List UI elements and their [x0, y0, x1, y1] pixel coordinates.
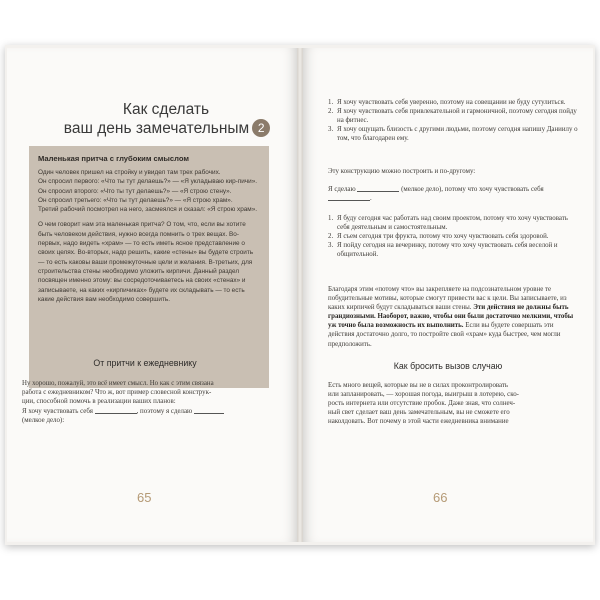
fill-in-blank [95, 407, 137, 414]
alt-template: Я сделаю (мелкое дело), потому что хочу чувствовать себя . [328, 186, 544, 203]
body-line: или запланировать, — хорошая погода, выигрыш в лотерею, ско- [328, 391, 519, 399]
parable-line: Он спросил второго: «Что ты тут делаешь?» — «Я строю стену». [38, 187, 232, 195]
list-number: 2. [328, 233, 334, 241]
list-text: Я хочу чувствовать себя привлекательной и гармоничной, поэтому сегодня пойду на фитнес. [337, 108, 577, 125]
fill-end: (мелкое дело): [22, 416, 65, 424]
body-line: ный свет сделает ваш день замечательным, вы не сможете его [328, 409, 510, 417]
list-text: Я буду сегодня час работать над своим проектом, потому что хочу чувствовать себя деятельным и самостоятельным. [337, 215, 568, 232]
list-item [328, 98, 578, 107]
left-body-text [22, 379, 274, 425]
right-list-2 [328, 214, 578, 259]
paragraph-text: Благодаря этим «потому что» вы закрепляете на подсознательном уровне те побудительные мотивы, которые смогут привести вас к цели. Вы записываете, из каких кирпичей будут складываться ваши стены. [328, 286, 567, 312]
fill-in-template [22, 407, 274, 416]
alt-template-a: Я сделаю [328, 186, 356, 193]
parable-line: Один человек пришел на стройку и увидел там трех рабочих. [38, 169, 221, 176]
alt-intro: Эту конструкцию можно построить и по-другому: [328, 168, 476, 175]
list-item [328, 232, 578, 241]
fill-in-blank [194, 407, 224, 414]
list-number: 3. [328, 126, 334, 134]
body-line: наколдовать. Вот почему в этой части ежедневника внимание [328, 418, 509, 426]
list-item [328, 125, 578, 143]
paragraph-bold-text: Эти действия не должны быть грандиозными. Наоборот, важно, чтобы они были достаточно мелкими, чтобы уж точно была возможность их выполнить. [328, 304, 574, 330]
parable-line: Третий рабочий посмотрел на него, засмеялся и сказал: «Я строю храм». [38, 206, 258, 214]
right-page [303, 48, 593, 542]
parable-explanation: О чем говорит нам эта маленькая притча? О том, что, если вы хотите быть человеком действия, нужно всегда помнить о трех вещах. Во-первых, надо видеть «храм» — то есть иметь ясное представление о своих целях. Во-вторых, надо решить, какие «стены» вы будете строить — то есть каковы ваши промежуточные цели и желания. В-третьих, для строительства стены необходимо уложить кирпичи. Данный раздел посвящен именно этому: вы сосредоточиваетесь на своих «стенах» и записываете, на каких «кирпичиках» будете их складывать — то есть какие действия вам необходимо совершить. [38, 221, 254, 303]
page-number-left: 65 [137, 490, 152, 505]
body-line: работа с ежедневником? Что ж, вот пример словесной конструк- [22, 389, 212, 397]
fill-prefix: Я хочу чувствовать себя [22, 407, 93, 415]
alt-template-c: себя [530, 186, 544, 193]
list-number: 1. [328, 215, 334, 222]
list-text: Я хочу чувствовать себя уверенно, поэтому на совещании не буду сутулиться. [337, 99, 566, 106]
motivation-paragraph [328, 285, 578, 349]
chapter-title-line2 [47, 119, 287, 138]
fill-middle: , поэтому я сделаю [136, 407, 193, 415]
right-list-1 [328, 98, 578, 143]
list-item [328, 214, 578, 232]
body-line: Есть много вещей, которые вы не в силах проконтролировать [328, 382, 509, 389]
fill-in-blank [328, 194, 370, 201]
chapter-title-line1: Как сделать [122, 101, 210, 118]
body-line: Ну хорошо, пожалуй, это всё имеет смысл. Но как с этим связана [22, 380, 214, 387]
list-text: Я съем сегодня три фрукта, потому что хочу чувствовать себя здоровой. [337, 233, 549, 241]
paragraph-text: Если вы будете совершать эти действия достаточно долго, то постройте свой «храм» куда быстрее, чем могли предположить. [328, 322, 561, 348]
section-heading-challenge-chance: Как бросить вызов случаю [393, 361, 503, 371]
chapter-title [47, 101, 287, 138]
list-item [328, 107, 578, 125]
list-number: 1. [328, 99, 334, 106]
parable-line: Он спросил третьего: «Что ты тут делаешь?» — «Я строю храм». [38, 196, 233, 204]
list-text: Я пойду сегодня на вечеринку, потому что хочу чувствовать себя веселой и общительной. [337, 242, 558, 259]
parable-title: Маленькая притча с глубоким смыслом [38, 154, 189, 163]
list-number: 2. [328, 108, 334, 116]
list-number: 3. [328, 242, 334, 250]
parable-box [29, 146, 269, 388]
chapter-number-badge: 2 [252, 119, 270, 137]
closing-text [328, 381, 578, 426]
section-heading-parable-to-diary: От притчи к ежедневнику [93, 358, 197, 368]
list-item [328, 241, 578, 259]
alt-template-b: (мелкое дело), потому что хочу чувствовать [401, 186, 530, 193]
body-line: ции, способной помочь в реализации ваших планов: [22, 398, 176, 406]
body-line: рость интернета или отсутствие пробок. Даже зная, что солнеч- [328, 400, 516, 408]
parable-line: Он спросил первого: «Что ты тут делаешь?» — «Я укладываю кир-пичи». [38, 178, 258, 186]
left-page [7, 48, 297, 542]
chapter-title-line2-text: ваш день замечательным [63, 120, 250, 137]
page-number-right: 66 [433, 490, 448, 505]
fill-in-blank [357, 185, 399, 192]
list-text: Я хочу ощущать близость с другими людьми, поэтому сегодня напишу Даниилу о том, что благодарен ему. [337, 126, 578, 143]
